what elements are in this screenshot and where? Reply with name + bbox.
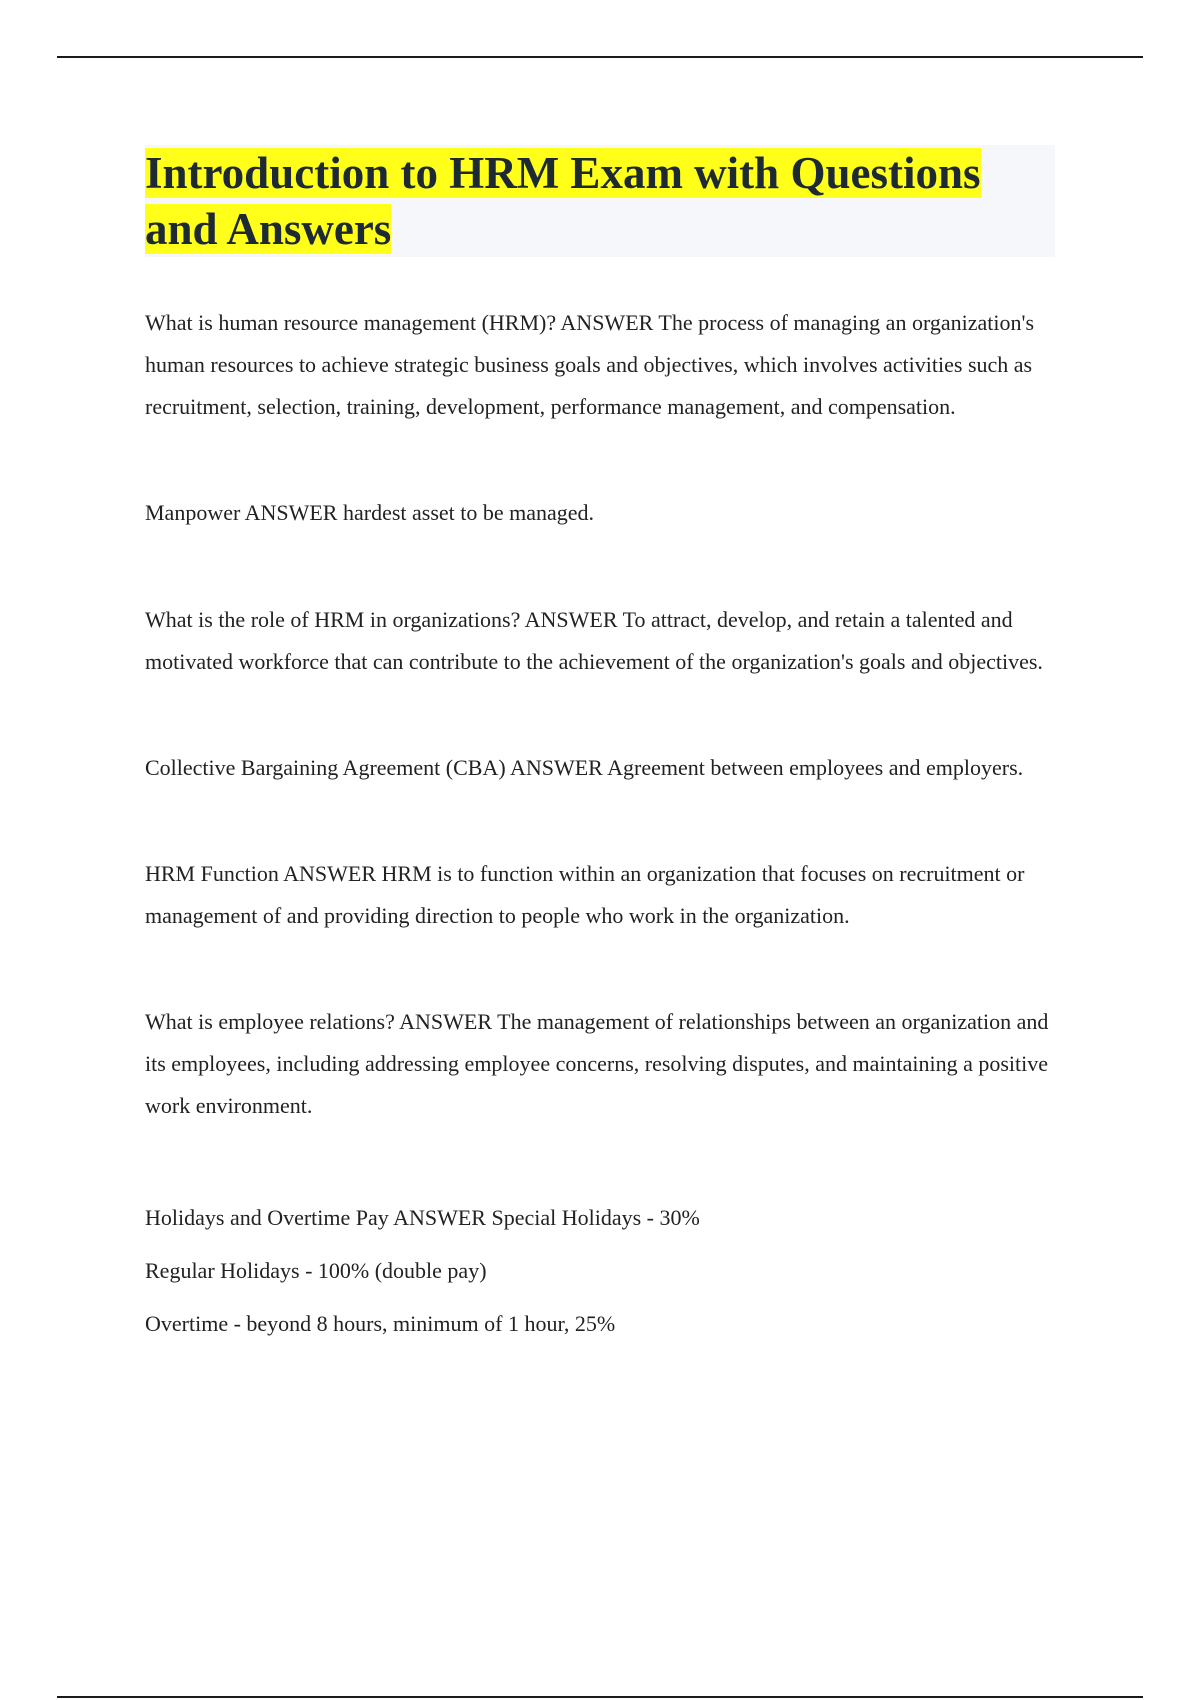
qa-entry-role-of-hrm: What is the role of HRM in organizations? ANSWER To attract, develop, and retain a talented and motivated workforce that can contribute to the achievement of the organization's goals and objectives.	[145, 607, 1043, 674]
qa-entry-hrm-function: HRM Function ANSWER HRM is to function within an organization that focuses on recruitment or management of and providing direction to people who work in the organization.	[145, 861, 1025, 928]
qa-entry-manpower: Manpower ANSWER hardest asset to be managed.	[145, 500, 595, 525]
qa-entry-holidays-overtime	[145, 1191, 1055, 1350]
qa-entry-employee-relations: What is employee relations? ANSWER The management of relationships between an organization and its employees, including addressing employee concerns, resolving disputes, and maintaining a positive work environment.	[145, 1009, 1049, 1118]
document-body	[145, 145, 1055, 1350]
holidays-line-overtime: Overtime - beyond 8 hours, minimum of 1 hour, 25%	[145, 1311, 616, 1336]
holidays-line-special: Holidays and Overtime Pay ANSWER Special Holidays - 30%	[145, 1205, 700, 1230]
title-highlight: Introduction to HRM Exam with Questions and Answers	[145, 148, 981, 254]
holidays-line-regular: Regular Holidays - 100% (double pay)	[145, 1258, 487, 1283]
qa-entry-hrm-definition: What is human resource management (HRM)? ANSWER The process of managing an organization's human resources to achieve strategic business goals and objectives, which involves activities such as recruitment, selection, training, development, performance management, and compensation.	[145, 310, 1035, 419]
top-rule	[57, 56, 1143, 58]
qa-entry-cba: Collective Bargaining Agreement (CBA) ANSWER Agreement between employees and employers.	[145, 755, 1024, 780]
document-title	[145, 145, 1055, 257]
bottom-rule	[57, 1696, 1143, 1698]
title-block	[145, 145, 1055, 257]
